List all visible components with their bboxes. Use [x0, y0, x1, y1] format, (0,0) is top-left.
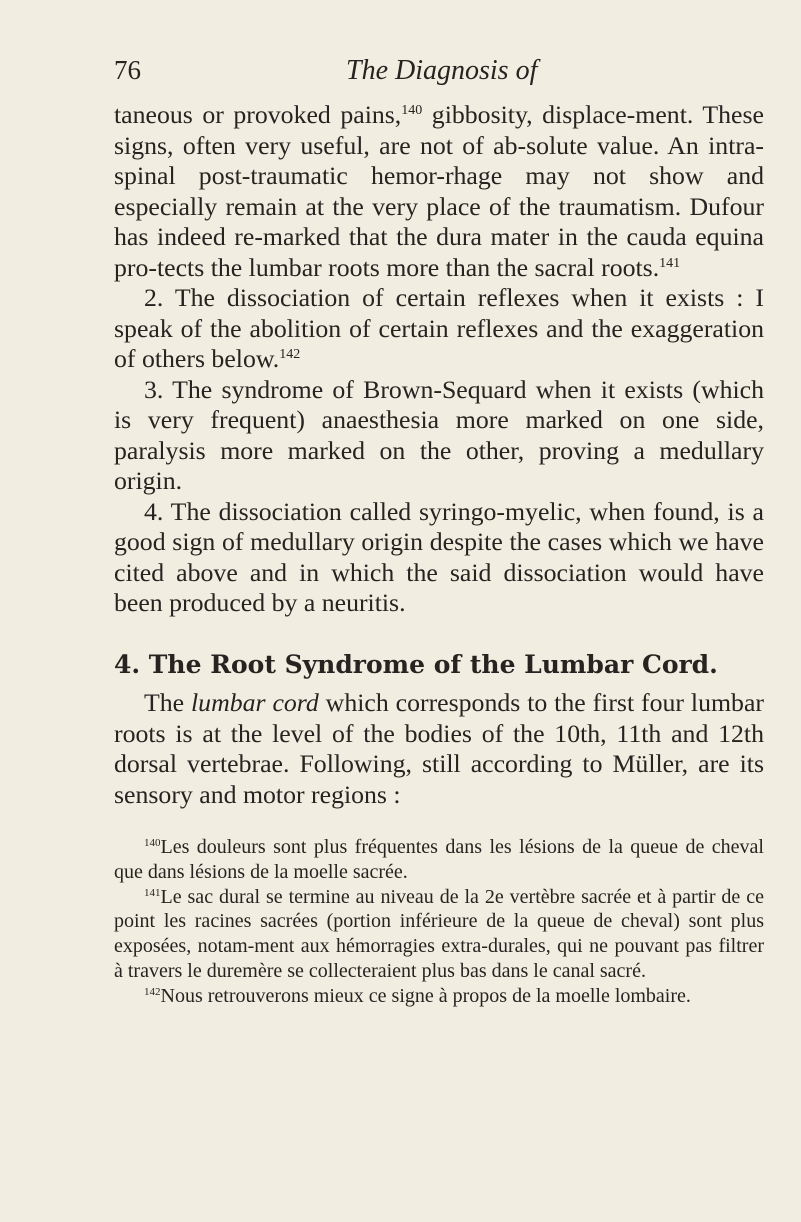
- footnote-ref: 141: [659, 255, 681, 271]
- paragraph-text: The: [144, 688, 192, 717]
- paragraph-point-2: [114, 283, 764, 375]
- footnote-text: Le sac dural se termine au niveau de la 2e vertèbre sacrée et à partir de ce point les racines sacrées (portion inférieure de la queue de cheval) sont plus exposées, notam-ment aux hémorragies extra-durales, qui ne pouvant pas filtrer à travers le duremère se collecteraient plus bas dans le canal sacré.: [114, 885, 764, 982]
- paragraph-continued: [114, 100, 764, 283]
- footnote-ref: 140: [401, 103, 423, 118]
- footnote: [114, 885, 764, 984]
- footnote: [114, 835, 764, 885]
- footnote-number: 141: [144, 886, 161, 899]
- footnote-text: Les douleurs sont plus fréquentes dans les lésions de la queue de cheval que dans lésions de la moelle sacrée.: [114, 836, 764, 883]
- section-paragraph: [114, 688, 764, 810]
- page-number: 76: [114, 55, 141, 85]
- paragraph-point-3: 3. The syndrome of Brown-Sequard when it exists (which is very frequent) anaesthesia more marked on one side, paralysis more marked on the other, proving a medullary origin.: [114, 374, 764, 495]
- footnotes: [114, 835, 764, 1009]
- section-text: [114, 688, 764, 810]
- main-text: [114, 100, 764, 619]
- footnote-number: 140: [144, 837, 161, 849]
- footnote-text: Nous retrouverons mieux ce signe à propos de la moelle lombaire.: [160, 984, 691, 1007]
- footnote: [114, 984, 764, 1009]
- paragraph-text: 2. The dissociation of certain reflexes when it exists : I speak of the abolition of certain reflexes and the exaggeration of others below.: [114, 283, 764, 373]
- paragraph-text: gibbosity, displace-ment. These signs, often very useful, are not of ab-solute value. An intra-spinal post-traumatic hemor-rhage may not show and especially remain at the very place of the traumatism. Dufour has indeed re-marked that the dura mater in the cauda equina pro-tects the lumbar roots more than the sacral roots.: [114, 100, 764, 282]
- page-header: [114, 55, 764, 89]
- running-title: The Diagnosis of: [346, 55, 538, 86]
- footnote-number: 142: [144, 985, 161, 998]
- emphasis-text: lumbar cord: [191, 688, 319, 717]
- paragraph-text: taneous or provoked pains,: [114, 100, 402, 129]
- section-heading: 4. The Root Syndrome of the Lumbar Cord.: [114, 650, 718, 679]
- paragraph-text: which corresponds to the first four lumbar roots is at the level of the bodies of the 10th, 11th and 12th dorsal vertebrae. Following, still according to Müller, are its sensory and motor regions :: [114, 688, 764, 809]
- footnote-ref: 142: [279, 347, 301, 362]
- paragraph-point-4: 4. The dissociation called syringo-myelic, when found, is a good sign of medullary origin despite the cases which we have cited above and in which the said dissociation would have been produced by a neuritis.: [114, 496, 764, 617]
